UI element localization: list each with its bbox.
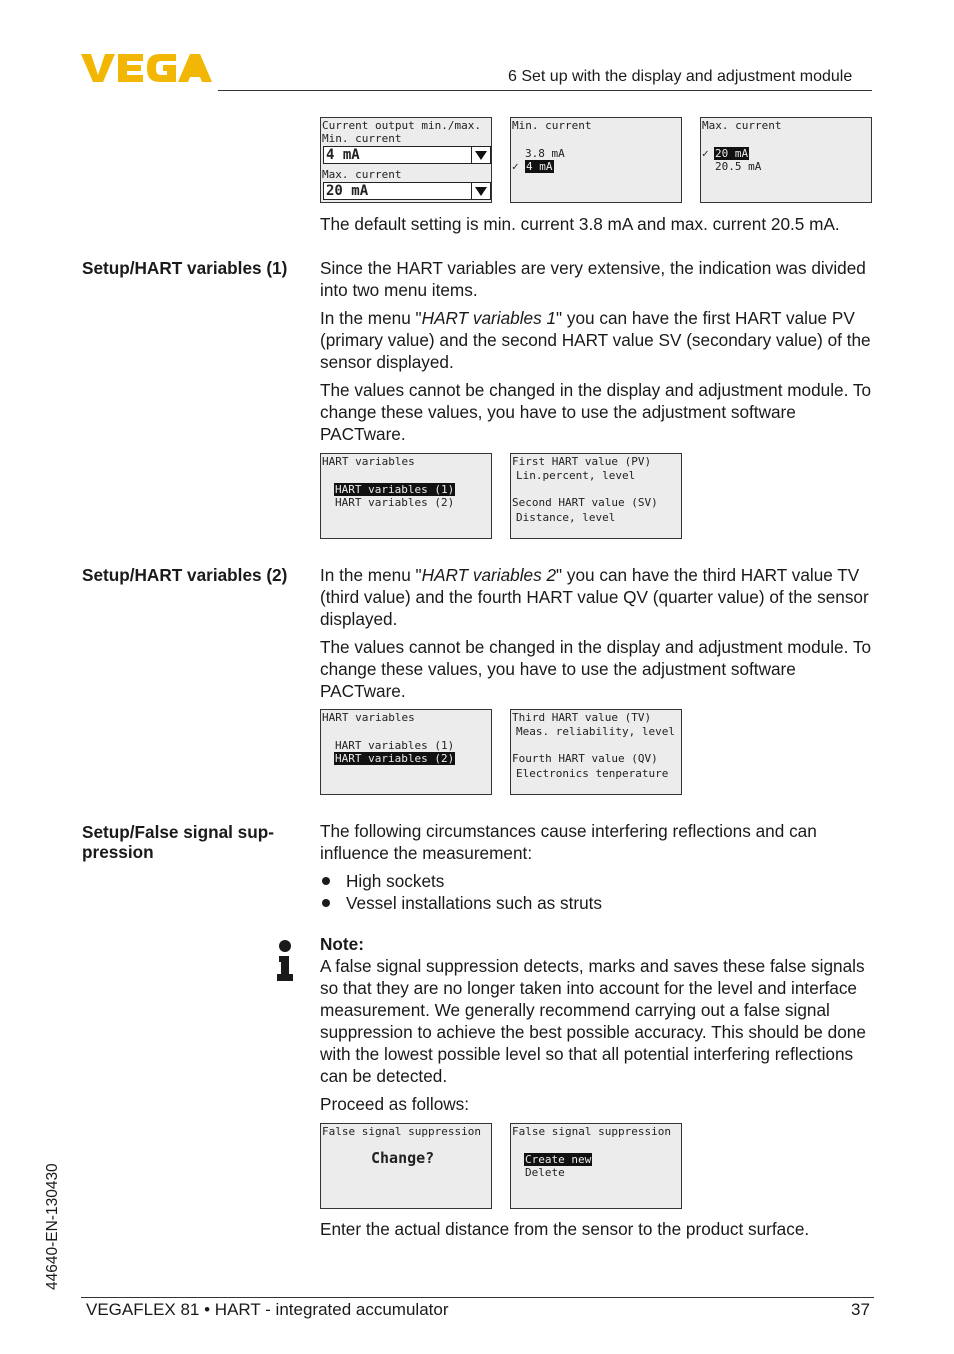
header-rule bbox=[218, 90, 872, 91]
default-setting-text: The default setting is min. current 3.8 mA and max. current 20.5 mA. bbox=[320, 214, 840, 234]
lcd-false-signal-change bbox=[320, 1123, 492, 1209]
lcd-title: False signal suppression bbox=[512, 1125, 671, 1138]
info-icon bbox=[276, 940, 294, 982]
lcd-hart-variables-menu-2 bbox=[320, 709, 492, 795]
page-number: 37 bbox=[851, 1300, 870, 1319]
lcd-current-output bbox=[320, 117, 492, 203]
bullet-list bbox=[320, 870, 876, 914]
list-item-text: Vessel installations such as struts bbox=[346, 893, 603, 913]
lcd-line: Meas. reliability, level bbox=[516, 725, 675, 738]
selected-item: HART variables (2) bbox=[335, 752, 455, 765]
lcd-hart-values-1 bbox=[510, 453, 682, 539]
hart2-paragraph-1 bbox=[320, 564, 876, 630]
list-item bbox=[320, 892, 876, 914]
lcd-min-label: Min. current bbox=[322, 132, 402, 145]
menu-name: HART variables 2 bbox=[421, 565, 557, 585]
lcd-title: Current output min./max. bbox=[322, 119, 481, 132]
lcd-hart-values-2 bbox=[510, 709, 682, 795]
heading-line: Setup/False signal sup- bbox=[82, 822, 274, 842]
footer-product: VEGAFLEX 81 • HART - integrated accumulator bbox=[86, 1300, 449, 1319]
document-code: 44640-EN-130430 bbox=[44, 1163, 61, 1290]
note-text: A false signal suppression detects, marks and saves these false signals so that they are no longer taken into account for the level and interface measurement. We generally recommend carrying out a false signal suppression to achieve the best possible accuracy. This should be done with the lowest possible level so that all potential interfering reflections can be detected. bbox=[320, 956, 866, 1086]
hart1-paragraph-3: The values cannot be changed in the display and adjustment module. To change these values, you have to use the adjustment software PACTware. bbox=[320, 380, 872, 444]
selected-option: 20 mA bbox=[715, 147, 749, 160]
menu-name: HART variables 1 bbox=[421, 308, 557, 328]
list-item bbox=[320, 870, 876, 892]
lcd-hart-variables-menu bbox=[320, 453, 492, 539]
heading-hart-variables-2: Setup/HART variables (2) bbox=[82, 565, 288, 585]
heading-false-signal-suppression bbox=[82, 822, 302, 862]
dropdown-arrow-icon[interactable] bbox=[471, 183, 490, 199]
menu-item-hart-variables-2[interactable]: HART variables (2) bbox=[335, 496, 455, 509]
text-part: " you can have the third HART value TV (third value) and the fourth HART value QV (quarter value) of the sensor displayed. bbox=[320, 565, 869, 629]
hart1-paragraph-2 bbox=[320, 307, 876, 373]
menu-item-hart-variables-1[interactable] bbox=[334, 483, 455, 496]
menu-item-hart-variables-1[interactable]: HART variables (1) bbox=[335, 739, 455, 752]
min-current-value: 4 mA bbox=[326, 147, 360, 163]
hart2-paragraph-2: The values cannot be changed in the display and adjustment module. To change these values, you have to use the adjustment software PACTware. bbox=[320, 637, 872, 701]
selected-item: HART variables (1) bbox=[335, 483, 455, 496]
selected-option: 4 mA bbox=[526, 160, 553, 173]
lcd-title: False signal suppression bbox=[322, 1125, 481, 1138]
selected-item: Create new bbox=[525, 1153, 592, 1166]
lcd-title: Max. current bbox=[702, 119, 782, 132]
note-title: Note: bbox=[320, 934, 364, 954]
lcd-title: HART variables bbox=[322, 455, 415, 468]
lcd-line: First HART value (PV) bbox=[512, 455, 652, 468]
lcd-max-current bbox=[700, 117, 872, 203]
bullet-icon bbox=[322, 877, 330, 885]
menu-item-delete[interactable]: Delete bbox=[525, 1166, 565, 1179]
max-current-value: 20 mA bbox=[326, 183, 369, 199]
menu-item-create-new[interactable] bbox=[524, 1153, 592, 1166]
option-20ma-selected[interactable] bbox=[714, 147, 749, 160]
lcd-false-signal-menu bbox=[510, 1123, 682, 1209]
list-item-text: High sockets bbox=[346, 871, 445, 891]
max-current-field[interactable] bbox=[323, 182, 491, 200]
proceed-text: Proceed as follows: bbox=[320, 1094, 470, 1114]
change-prompt[interactable]: Change? bbox=[371, 1149, 435, 1167]
lcd-max-label: Max. current bbox=[322, 168, 402, 181]
lcd-line: Second HART value (SV) bbox=[512, 496, 658, 509]
lcd-line: Third HART value (TV) bbox=[512, 711, 652, 724]
header-title: 6 Set up with the display and adjustment module bbox=[508, 68, 853, 85]
false-signal-paragraph: The following circumstances cause interfering reflections and can influence the measurement: bbox=[320, 821, 817, 863]
text-part: " you can have the first HART value PV (primary value) and the second HART value SV (secondary value) of the sensor displayed. bbox=[320, 308, 871, 372]
option-4ma-selected[interactable] bbox=[525, 160, 554, 173]
option-20-5ma[interactable]: 20.5 mA bbox=[715, 160, 762, 173]
lcd-min-current bbox=[510, 117, 682, 203]
min-current-field[interactable] bbox=[323, 146, 491, 164]
footer-rule bbox=[81, 1297, 874, 1298]
check-icon: ✓ bbox=[702, 147, 709, 160]
lcd-line: Fourth HART value (QV) bbox=[512, 752, 658, 765]
option-3-8ma[interactable]: 3.8 mA bbox=[525, 147, 565, 160]
lcd-line: Lin.percent, level bbox=[516, 469, 636, 482]
heading-hart-variables-1: Setup/HART variables (1) bbox=[82, 258, 288, 278]
lcd-line: Distance, level bbox=[516, 511, 616, 524]
vega-logo bbox=[81, 51, 213, 85]
bullet-icon bbox=[322, 899, 330, 907]
text-part: In the menu " bbox=[320, 308, 422, 328]
menu-item-hart-variables-2[interactable] bbox=[334, 752, 455, 765]
dropdown-arrow-icon[interactable] bbox=[471, 147, 490, 163]
lcd-title: Min. current bbox=[512, 119, 592, 132]
lcd-title: HART variables bbox=[322, 711, 415, 724]
final-instruction: Enter the actual distance from the sensor to the product surface. bbox=[320, 1219, 810, 1239]
hart1-paragraph-1: Since the HART variables are very extensive, the indication was divided into two menu items. bbox=[320, 258, 866, 300]
text-part: In the menu " bbox=[320, 565, 422, 585]
lcd-line: Electronics tenperature bbox=[516, 767, 669, 780]
check-icon: ✓ bbox=[512, 160, 519, 173]
heading-line: pression bbox=[82, 842, 154, 862]
